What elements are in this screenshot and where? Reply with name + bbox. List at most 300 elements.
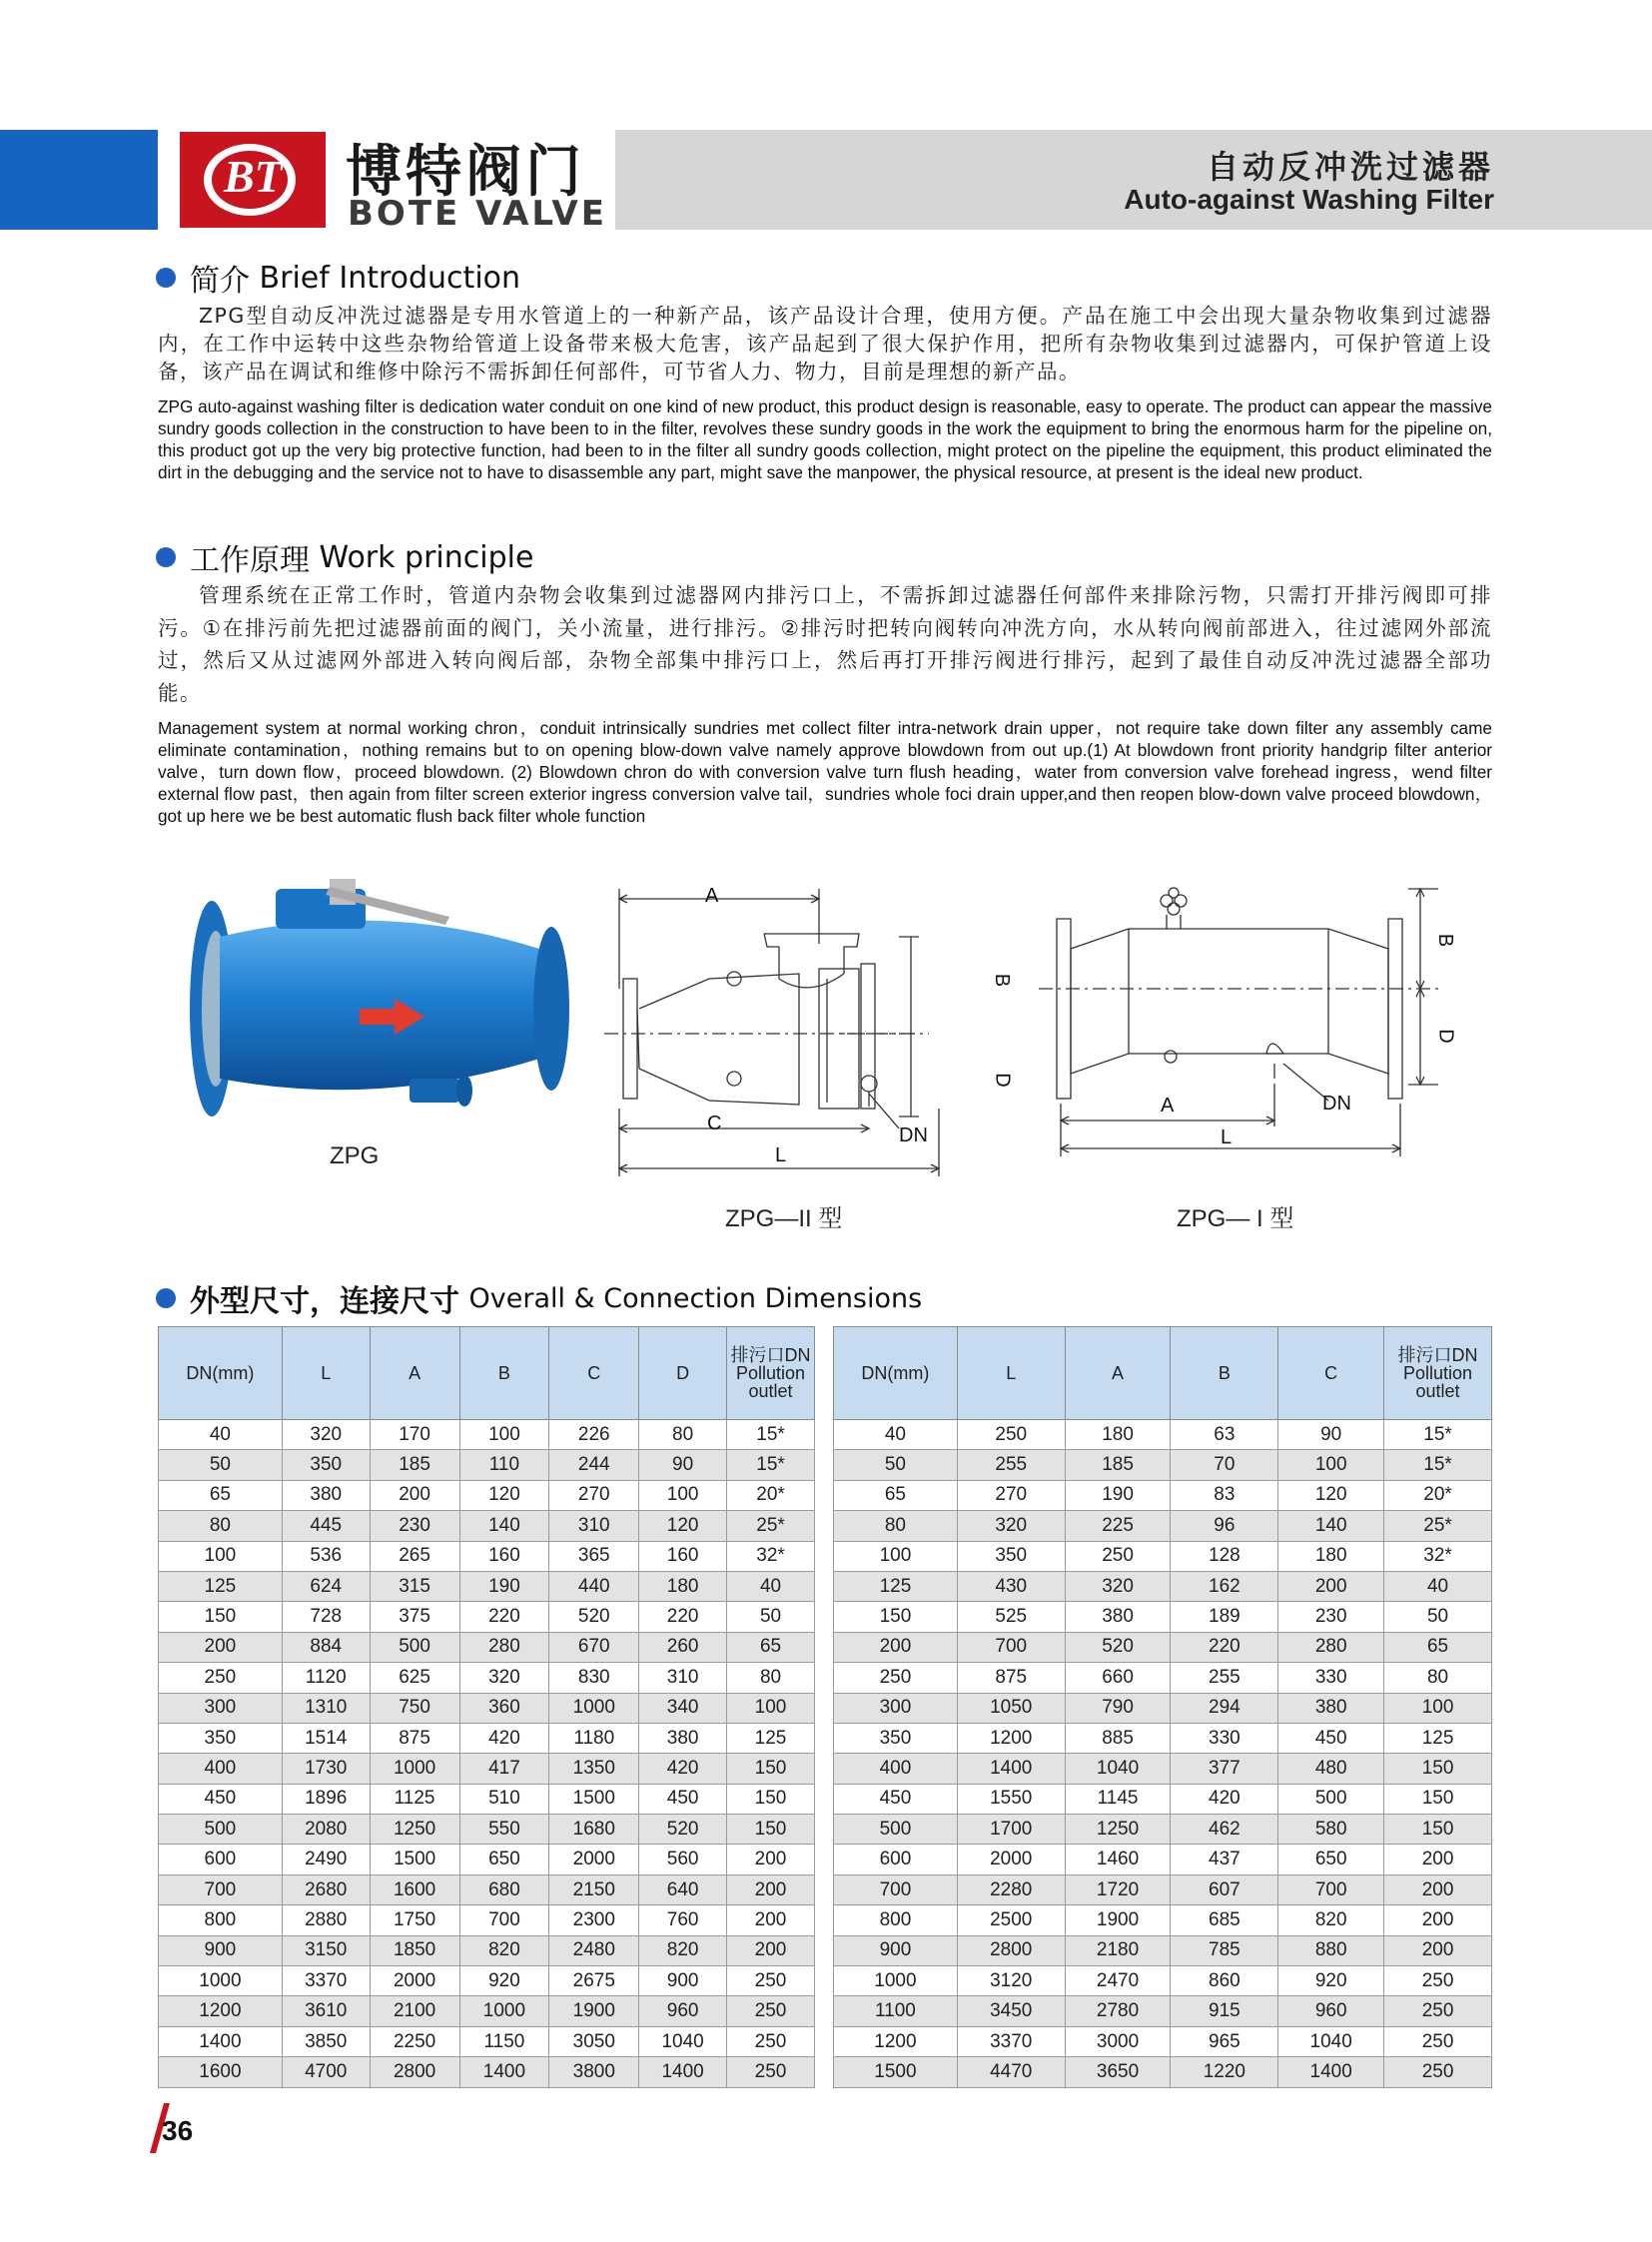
table-cell: 920 — [1278, 1966, 1384, 1996]
table-row — [159, 1874, 815, 1904]
table-cell: 3450 — [957, 1996, 1065, 2026]
table-cell: 320 — [282, 1420, 370, 1450]
table-cell: 2800 — [957, 1935, 1065, 1965]
dims-section-title — [156, 1276, 922, 1320]
table-cell: 125 — [727, 1723, 815, 1753]
table-cell: 65 — [159, 1480, 283, 1510]
table-cell: 1600 — [370, 1874, 459, 1904]
table-cell: 80 — [639, 1420, 727, 1450]
table-cell: 330 — [1278, 1663, 1384, 1693]
table-cell: 40 — [159, 1420, 283, 1450]
table-cell: 3370 — [957, 2026, 1065, 2056]
table-row — [834, 1663, 1492, 1693]
table-cell: 1850 — [370, 1935, 459, 1965]
table-cell: 200 — [1384, 1935, 1492, 1965]
table-row — [159, 1966, 815, 1996]
photo-caption: ZPG — [330, 1142, 380, 1169]
table-cell: 760 — [639, 1905, 727, 1935]
table-cell: 250 — [727, 1966, 815, 1996]
diagram2-label-a: A — [705, 885, 719, 907]
table-row — [834, 2026, 1492, 2056]
table-cell: 330 — [1171, 1723, 1278, 1753]
table-row — [159, 1420, 815, 1450]
table-cell: 25* — [727, 1511, 815, 1541]
table-cell: 2800 — [370, 2057, 459, 2087]
table-row — [159, 2057, 815, 2087]
table-cell: 250 — [1384, 2026, 1492, 2056]
table-cell: 1040 — [1065, 1754, 1171, 1784]
table-cell: 90 — [1278, 1420, 1384, 1450]
dimensions-table-zpg-i — [833, 1326, 1492, 2088]
table-cell: 2000 — [370, 1966, 459, 1996]
table-cell: 200 — [727, 1874, 815, 1904]
table-cell: 1720 — [1065, 1874, 1171, 1904]
table-header-cell: A — [1065, 1327, 1171, 1420]
intro-paragraph-en: ZPG auto-against washing filter is dedication water conduit on one kind of new product, this product design is reasonable, easy to operate. The product can appear the massive sundry goods collection in the construction to have been to in the filter, revolves these sundry goods in the work the equipment to bring the enormous harm for the pipeline on, this product got up the very big protective function, had been to in the filter all sundry goods collection, might protect on the pipeline the equipment, this product eliminated the dirt in the debugging and the service not to have to disassemble any part, might save the manpower, the physical resource, at present is the ideal new product. — [158, 396, 1492, 482]
table-cell: 250 — [727, 2026, 815, 2056]
dims-title-cn: 外型尺寸，连接尺寸 — [190, 1284, 459, 1319]
table-cell: 525 — [957, 1602, 1065, 1632]
table-cell: 462 — [1171, 1815, 1278, 1845]
table-cell: 3000 — [1065, 2026, 1171, 2056]
bullet-icon — [156, 547, 176, 567]
table-cell: 150 — [1384, 1754, 1492, 1784]
table-cell: 420 — [1171, 1784, 1278, 1814]
table-cell: 2000 — [549, 1845, 639, 1874]
diagram2-label-b: B — [991, 973, 1014, 988]
diagram1-label-dn: DN — [1322, 1093, 1351, 1115]
table-cell: 80 — [159, 1511, 283, 1541]
table-cell: 15* — [727, 1420, 815, 1450]
table-cell: 250 — [1384, 1996, 1492, 2026]
table-cell: 880 — [1278, 1935, 1384, 1965]
table-cell: 220 — [459, 1602, 549, 1632]
table-cell: 120 — [459, 1480, 549, 1510]
table-cell: 15* — [1384, 1450, 1492, 1480]
table-cell: 2280 — [957, 1874, 1065, 1904]
table-cell: 3650 — [1065, 2057, 1171, 2087]
table-cell: 96 — [1171, 1511, 1278, 1541]
table-cell: 1040 — [639, 2026, 727, 2056]
table-cell: 1200 — [159, 1996, 283, 2026]
table-header-cell: 排污口DN Pollution outlet — [1384, 1327, 1492, 1420]
page-number: 36 — [162, 2115, 194, 2146]
table-cell: 20* — [727, 1480, 815, 1510]
table-cell: 50 — [159, 1450, 283, 1480]
diagram2-label-dn: DN — [899, 1124, 928, 1146]
table-cell: 2490 — [282, 1845, 370, 1874]
table-cell: 150 — [1384, 1784, 1492, 1814]
table-cell: 900 — [159, 1935, 283, 1965]
table-cell: 437 — [1171, 1845, 1278, 1874]
table-cell: 200 — [1278, 1571, 1384, 1601]
table-cell: 170 — [370, 1420, 459, 1450]
table-cell: 1900 — [549, 1996, 639, 2026]
table-cell: 1514 — [282, 1723, 370, 1753]
table-cell: 200 — [159, 1632, 283, 1662]
table-cell: 1500 — [834, 2057, 958, 2087]
table-row — [834, 1905, 1492, 1935]
diagram1-label-d: D — [1434, 1029, 1457, 1044]
table-row — [159, 1935, 815, 1965]
table-cell: 200 — [370, 1480, 459, 1510]
table-header-cell: L — [957, 1327, 1065, 1420]
table-header-cell: A — [370, 1327, 459, 1420]
table-cell: 480 — [1278, 1754, 1384, 1784]
table-row — [159, 1663, 815, 1693]
diagram2-caption: ZPG—II 型 — [725, 1205, 843, 1232]
table-header-cell: C — [549, 1327, 639, 1420]
table-cell: 510 — [459, 1784, 549, 1814]
table-cell: 200 — [727, 1935, 815, 1965]
table-cell: 965 — [1171, 2026, 1278, 2056]
dims-title-en: Overall & Connection Dimensions — [468, 1282, 923, 1314]
table-cell: 350 — [159, 1723, 283, 1753]
table-cell: 225 — [1065, 1511, 1171, 1541]
table-cell: 80 — [727, 1663, 815, 1693]
table-cell: 440 — [549, 1571, 639, 1601]
table-cell: 380 — [639, 1723, 727, 1753]
table-cell: 700 — [159, 1874, 283, 1904]
table-cell: 100 — [639, 1480, 727, 1510]
table-cell: 4700 — [282, 2057, 370, 2087]
table-row — [159, 1815, 815, 1845]
table-cell: 300 — [159, 1693, 283, 1723]
table-cell: 270 — [549, 1480, 639, 1510]
diagram1-label-a: A — [1161, 1095, 1175, 1117]
bullet-icon — [156, 268, 176, 288]
table-cell: 750 — [370, 1693, 459, 1723]
table-cell: 80 — [834, 1511, 958, 1541]
table-cell: 226 — [549, 1420, 639, 1450]
table-cell: 365 — [549, 1541, 639, 1571]
table-cell: 550 — [459, 1815, 549, 1845]
product-title-cn: 自动反冲洗过滤器 — [1206, 148, 1494, 186]
diagram2-label-d: D — [991, 1073, 1014, 1088]
table-cell: 190 — [459, 1571, 549, 1601]
table-cell: 607 — [1171, 1874, 1278, 1904]
table-cell: 2680 — [282, 1874, 370, 1904]
table-cell: 270 — [957, 1480, 1065, 1510]
table-cell: 2250 — [370, 2026, 459, 2056]
table-cell: 110 — [459, 1450, 549, 1480]
table-cell: 1900 — [1065, 1905, 1171, 1935]
table-cell: 500 — [834, 1815, 958, 1845]
table-cell: 150 — [727, 1815, 815, 1845]
intro-section-title — [156, 256, 520, 300]
table-cell: 960 — [1278, 1996, 1384, 2026]
table-cell: 1550 — [957, 1784, 1065, 1814]
table-cell: 250 — [1384, 1966, 1492, 1996]
table-cell: 380 — [1065, 1602, 1171, 1632]
table-cell: 536 — [282, 1541, 370, 1571]
table-cell: 1125 — [370, 1784, 459, 1814]
table-header-cell: C — [1278, 1327, 1384, 1420]
table-cell: 417 — [459, 1754, 549, 1784]
table-cell: 185 — [1065, 1450, 1171, 1480]
table-cell: 310 — [549, 1511, 639, 1541]
table-cell: 875 — [957, 1663, 1065, 1693]
table-cell: 625 — [370, 1663, 459, 1693]
table-row — [159, 1632, 815, 1662]
table-row — [834, 1996, 1492, 2026]
table-cell: 200 — [727, 1845, 815, 1874]
table-cell: 1400 — [639, 2057, 727, 2087]
table-cell: 450 — [159, 1784, 283, 1814]
intro-paragraph-cn: ZPG型自动反冲洗过滤器是专用水管道上的一种新产品，该产品设计合理，使用方便。产品在施工中会出现大量杂物收集到过滤器内，在工作中运转中这些杂物给管道上设备带来极大危害，该产品起到了很大保护作用，把所有杂物收集到过滤器内，可保护管道上设备，该产品在调试和维修中除污不需拆卸任何部件，可节省人力、物力，目前是理想的新产品。 — [158, 304, 1492, 383]
table-row — [834, 1420, 1492, 1450]
table-cell: 680 — [459, 1874, 549, 1904]
table-cell: 1180 — [549, 1723, 639, 1753]
table-cell: 255 — [957, 1450, 1065, 1480]
table-cell: 960 — [639, 1996, 727, 2026]
table-cell: 340 — [639, 1693, 727, 1723]
table-cell: 230 — [370, 1511, 459, 1541]
zpg-ii-diagram — [599, 879, 1019, 1188]
table-cell: 875 — [370, 1723, 459, 1753]
table-row — [159, 1511, 815, 1541]
table-cell: 63 — [1171, 1420, 1278, 1450]
table-cell: 200 — [1384, 1874, 1492, 1904]
table-cell: 1200 — [957, 1723, 1065, 1753]
table-cell: 32* — [727, 1541, 815, 1571]
intro-title-cn: 简介 — [190, 264, 250, 299]
table-cell: 50 — [727, 1602, 815, 1632]
table-cell: 1220 — [1171, 2057, 1278, 2087]
table-cell: 1250 — [1065, 1815, 1171, 1845]
table-cell: 1200 — [834, 2026, 958, 2056]
table-cell: 560 — [639, 1845, 727, 1874]
table-cell: 250 — [1384, 2057, 1492, 2087]
table-cell: 100 — [159, 1541, 283, 1571]
table-cell: 1000 — [549, 1693, 639, 1723]
table-cell: 1680 — [549, 1815, 639, 1845]
table-cell: 250 — [957, 1420, 1065, 1450]
product-photo — [180, 859, 579, 1128]
table-row — [159, 1602, 815, 1632]
table-cell: 310 — [639, 1663, 727, 1693]
table-cell: 150 — [159, 1602, 283, 1632]
table-cell: 3050 — [549, 2026, 639, 2056]
table-cell: 790 — [1065, 1693, 1171, 1723]
table-cell: 1500 — [370, 1845, 459, 1874]
table-cell: 700 — [957, 1632, 1065, 1662]
table-cell: 200 — [1384, 1905, 1492, 1935]
table-cell: 2880 — [282, 1905, 370, 1935]
table-row — [834, 1815, 1492, 1845]
table-cell: 50 — [834, 1450, 958, 1480]
table-cell: 80 — [1384, 1663, 1492, 1693]
table-cell: 1730 — [282, 1754, 370, 1784]
table-cell: 125 — [159, 1571, 283, 1601]
table-row — [159, 1784, 815, 1814]
table-row — [159, 1450, 815, 1480]
table-cell: 15* — [727, 1450, 815, 1480]
table-cell: 650 — [459, 1845, 549, 1874]
table-cell: 250 — [727, 2057, 815, 2087]
table-cell: 1400 — [159, 2026, 283, 2056]
table-cell: 350 — [282, 1450, 370, 1480]
table-cell: 1600 — [159, 2057, 283, 2087]
table-cell: 300 — [834, 1693, 958, 1723]
table-cell: 400 — [834, 1754, 958, 1784]
table-cell: 915 — [1171, 1996, 1278, 2026]
table-cell: 1400 — [1278, 2057, 1384, 2087]
brand-logo — [180, 132, 326, 228]
table-cell: 320 — [957, 1511, 1065, 1541]
table-cell: 125 — [834, 1571, 958, 1601]
table-cell: 785 — [1171, 1935, 1278, 1965]
table-cell: 150 — [727, 1754, 815, 1784]
table-cell: 3120 — [957, 1966, 1065, 1996]
table-cell: 1310 — [282, 1693, 370, 1723]
table-cell: 650 — [1278, 1845, 1384, 1874]
table-cell: 3150 — [282, 1935, 370, 1965]
table-header-cell: D — [639, 1327, 727, 1420]
table-row — [834, 1632, 1492, 1662]
table-row — [159, 1996, 815, 2026]
table-row — [159, 2026, 815, 2056]
table-cell: 2080 — [282, 1815, 370, 1845]
table-cell: 1040 — [1278, 2026, 1384, 2056]
table-cell: 250 — [727, 1996, 815, 2026]
table-cell: 900 — [834, 1935, 958, 1965]
table-cell: 220 — [1171, 1632, 1278, 1662]
table-header-cell: L — [282, 1327, 370, 1420]
diagram1-label-b: B — [1434, 933, 1457, 948]
table-cell: 20* — [1384, 1480, 1492, 1510]
table-cell: 2100 — [370, 1996, 459, 2026]
table-cell: 1000 — [159, 1966, 283, 1996]
table-row — [834, 1480, 1492, 1510]
logo-mark-icon — [180, 132, 326, 228]
table-cell: 2500 — [957, 1905, 1065, 1935]
table-cell: 100 — [459, 1420, 549, 1450]
brand-name-cn: 博特阀门 — [346, 140, 585, 205]
table-cell: 265 — [370, 1541, 459, 1571]
table-cell: 800 — [159, 1905, 283, 1935]
table-cell: 700 — [834, 1874, 958, 1904]
table-cell: 190 — [1065, 1480, 1171, 1510]
table-cell: 185 — [370, 1450, 459, 1480]
table-cell: 2470 — [1065, 1966, 1171, 1996]
table-cell: 380 — [1278, 1693, 1384, 1723]
table-cell: 624 — [282, 1571, 370, 1601]
table-cell: 1500 — [549, 1784, 639, 1814]
table-cell: 230 — [1278, 1602, 1384, 1632]
table-cell: 2180 — [1065, 1935, 1171, 1965]
table-cell: 360 — [459, 1693, 549, 1723]
table-cell: 120 — [1278, 1480, 1384, 1510]
table-row — [159, 1693, 815, 1723]
bullet-icon — [156, 1288, 176, 1308]
table-cell: 3800 — [549, 2057, 639, 2087]
table-header-cell: 排污口DN Pollution outlet — [727, 1327, 815, 1420]
table-cell: 140 — [1278, 1511, 1384, 1541]
table-cell: 860 — [1171, 1966, 1278, 1996]
table-cell: 125 — [1384, 1723, 1492, 1753]
table-cell: 2780 — [1065, 1996, 1171, 2026]
table-cell: 1120 — [282, 1663, 370, 1693]
table-cell: 1350 — [549, 1754, 639, 1784]
table-cell: 1150 — [459, 2026, 549, 2056]
table-row — [159, 1845, 815, 1874]
table-row — [834, 1723, 1492, 1753]
table-cell: 520 — [549, 1602, 639, 1632]
table-row — [159, 1541, 815, 1571]
table-cell: 520 — [1065, 1632, 1171, 1662]
table-cell: 70 — [1171, 1450, 1278, 1480]
header-blue-bar — [0, 130, 158, 230]
table-cell: 350 — [957, 1541, 1065, 1571]
table-cell: 1700 — [957, 1815, 1065, 1845]
table-cell: 189 — [1171, 1602, 1278, 1632]
diagram2-label-l: L — [775, 1144, 787, 1166]
table-cell: 660 — [1065, 1663, 1171, 1693]
brand-name-en: BOTE VALVE — [348, 194, 607, 234]
table-cell: 32* — [1384, 1541, 1492, 1571]
table-cell: 180 — [639, 1571, 727, 1601]
table-cell: 1400 — [957, 1754, 1065, 1784]
table-cell: 2300 — [549, 1905, 639, 1935]
table-cell: 1750 — [370, 1905, 459, 1935]
table-cell: 350 — [834, 1723, 958, 1753]
table-cell: 2150 — [549, 1874, 639, 1904]
table-cell: 83 — [1171, 1480, 1278, 1510]
table-cell: 700 — [1278, 1874, 1384, 1904]
table-row — [159, 1723, 815, 1753]
diagram1-label-l: L — [1221, 1126, 1233, 1148]
product-title-en: Auto-against Washing Filter — [1124, 184, 1494, 215]
table-cell: 700 — [459, 1905, 549, 1935]
table-cell: 1145 — [1065, 1784, 1171, 1814]
table-cell: 445 — [282, 1511, 370, 1541]
table-cell: 65 — [727, 1632, 815, 1662]
table-cell: 1250 — [370, 1815, 459, 1845]
table-cell: 1100 — [834, 1996, 958, 2026]
table-cell: 885 — [1065, 1723, 1171, 1753]
table-cell: 90 — [639, 1450, 727, 1480]
table-cell: 500 — [159, 1815, 283, 1845]
table-cell: 150 — [834, 1602, 958, 1632]
table-cell: 140 — [459, 1511, 549, 1541]
table-cell: 1000 — [834, 1966, 958, 1996]
table-cell: 830 — [549, 1663, 639, 1693]
table-cell: 1896 — [282, 1784, 370, 1814]
table-cell: 200 — [834, 1632, 958, 1662]
table-row — [834, 1935, 1492, 1965]
table-cell: 580 — [1278, 1815, 1384, 1845]
table-cell: 600 — [834, 1845, 958, 1874]
table-cell: 420 — [639, 1754, 727, 1784]
table-cell: 920 — [459, 1966, 549, 1996]
table-cell: 820 — [1278, 1905, 1384, 1935]
table-cell: 250 — [834, 1663, 958, 1693]
table-row — [834, 1784, 1492, 1814]
table-row — [834, 1541, 1492, 1571]
table-cell: 315 — [370, 1571, 459, 1601]
table-row — [834, 1966, 1492, 1996]
table-cell: 40 — [834, 1420, 958, 1450]
table-cell: 280 — [459, 1632, 549, 1662]
work-title-cn: 工作原理 — [190, 543, 310, 578]
table-cell: 1400 — [459, 2057, 549, 2087]
table-cell: 500 — [370, 1632, 459, 1662]
table-cell: 3370 — [282, 1966, 370, 1996]
intro-title-en: Brief Introduction — [259, 260, 521, 296]
table-cell: 162 — [1171, 1571, 1278, 1601]
table-header-cell: B — [459, 1327, 549, 1420]
